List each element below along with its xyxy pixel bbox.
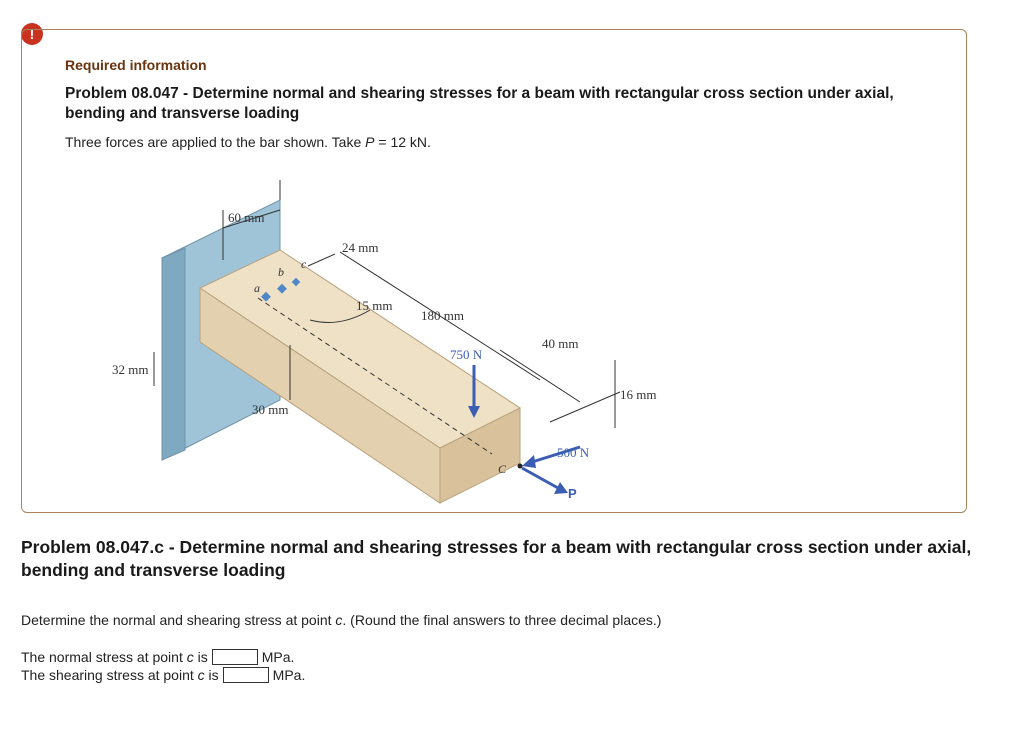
dim-16-ext: [550, 392, 620, 422]
force-750-label: 750 N: [450, 347, 483, 362]
point-c-label: c: [301, 257, 307, 271]
normal-stress-label-2: is: [197, 649, 208, 665]
dim-24-line: [308, 254, 335, 266]
desc-variable-p: P: [365, 134, 375, 150]
wall-side: [162, 248, 185, 460]
problem-title: Problem 08.047 - Determine normal and shearing stresses for a beam with rectangular cross section under axial, bending and transverse loading: [65, 85, 894, 122]
normal-stress-variable: c: [186, 649, 194, 665]
shear-stress-label-2: is: [208, 667, 219, 683]
beam-figure: [80, 170, 700, 515]
force-p-label: P: [568, 486, 577, 501]
dim-32-label: 32 mm: [112, 362, 149, 377]
dim-40-line: [500, 350, 580, 402]
subproblem-title: Problem 08.047.c - Determine normal and shearing stresses for a beam with rectangular cross section under axial, bending and transverse loading: [21, 537, 972, 580]
normal-stress-input[interactable]: [212, 649, 258, 665]
point-a-label: a: [254, 281, 260, 295]
shear-stress-variable: c: [197, 667, 205, 683]
force-500-arrowhead: [522, 455, 536, 468]
required-info-heading: Required information: [65, 57, 207, 73]
shear-stress-input[interactable]: [223, 667, 269, 683]
shear-stress-label-1: The shearing stress at point: [21, 667, 194, 683]
force-500-label: 500 N: [557, 445, 590, 460]
dim-30-label: 30 mm: [252, 402, 289, 417]
normal-stress-row: [21, 648, 294, 666]
dim-24-label: 24 mm: [342, 240, 379, 255]
force-p-arrow: [522, 468, 558, 488]
dim-15-label: 15 mm: [356, 298, 393, 313]
required-info-card: [21, 29, 967, 513]
instruction-part-1: Determine the normal and shearing stress at point: [21, 612, 336, 628]
dim-60-label: 60 mm: [228, 210, 265, 225]
instruction-part-2: . (Round the final answers to three decimal places.): [342, 612, 662, 628]
shear-stress-unit: MPa.: [272, 667, 306, 683]
point-b-label: b: [278, 265, 284, 279]
normal-stress-label-1: The normal stress at point: [21, 649, 183, 665]
desc-text-1: Three forces are applied to the bar shown. Take: [65, 134, 366, 150]
point-C-marker: [518, 464, 523, 469]
instruction-text: [21, 612, 661, 628]
problem-description: [65, 134, 431, 150]
instruction-variable-c: c: [335, 612, 343, 628]
dim-40-label: 40 mm: [542, 336, 579, 351]
dim-16-label: 16 mm: [620, 387, 657, 402]
alert-icon: !: [21, 23, 43, 45]
shear-stress-row: [21, 666, 305, 684]
dim-180-label: 180 mm: [421, 308, 464, 323]
point-C-label: C: [498, 462, 507, 476]
desc-text-2: = 12 kN.: [374, 134, 431, 150]
normal-stress-unit: MPa.: [261, 649, 295, 665]
